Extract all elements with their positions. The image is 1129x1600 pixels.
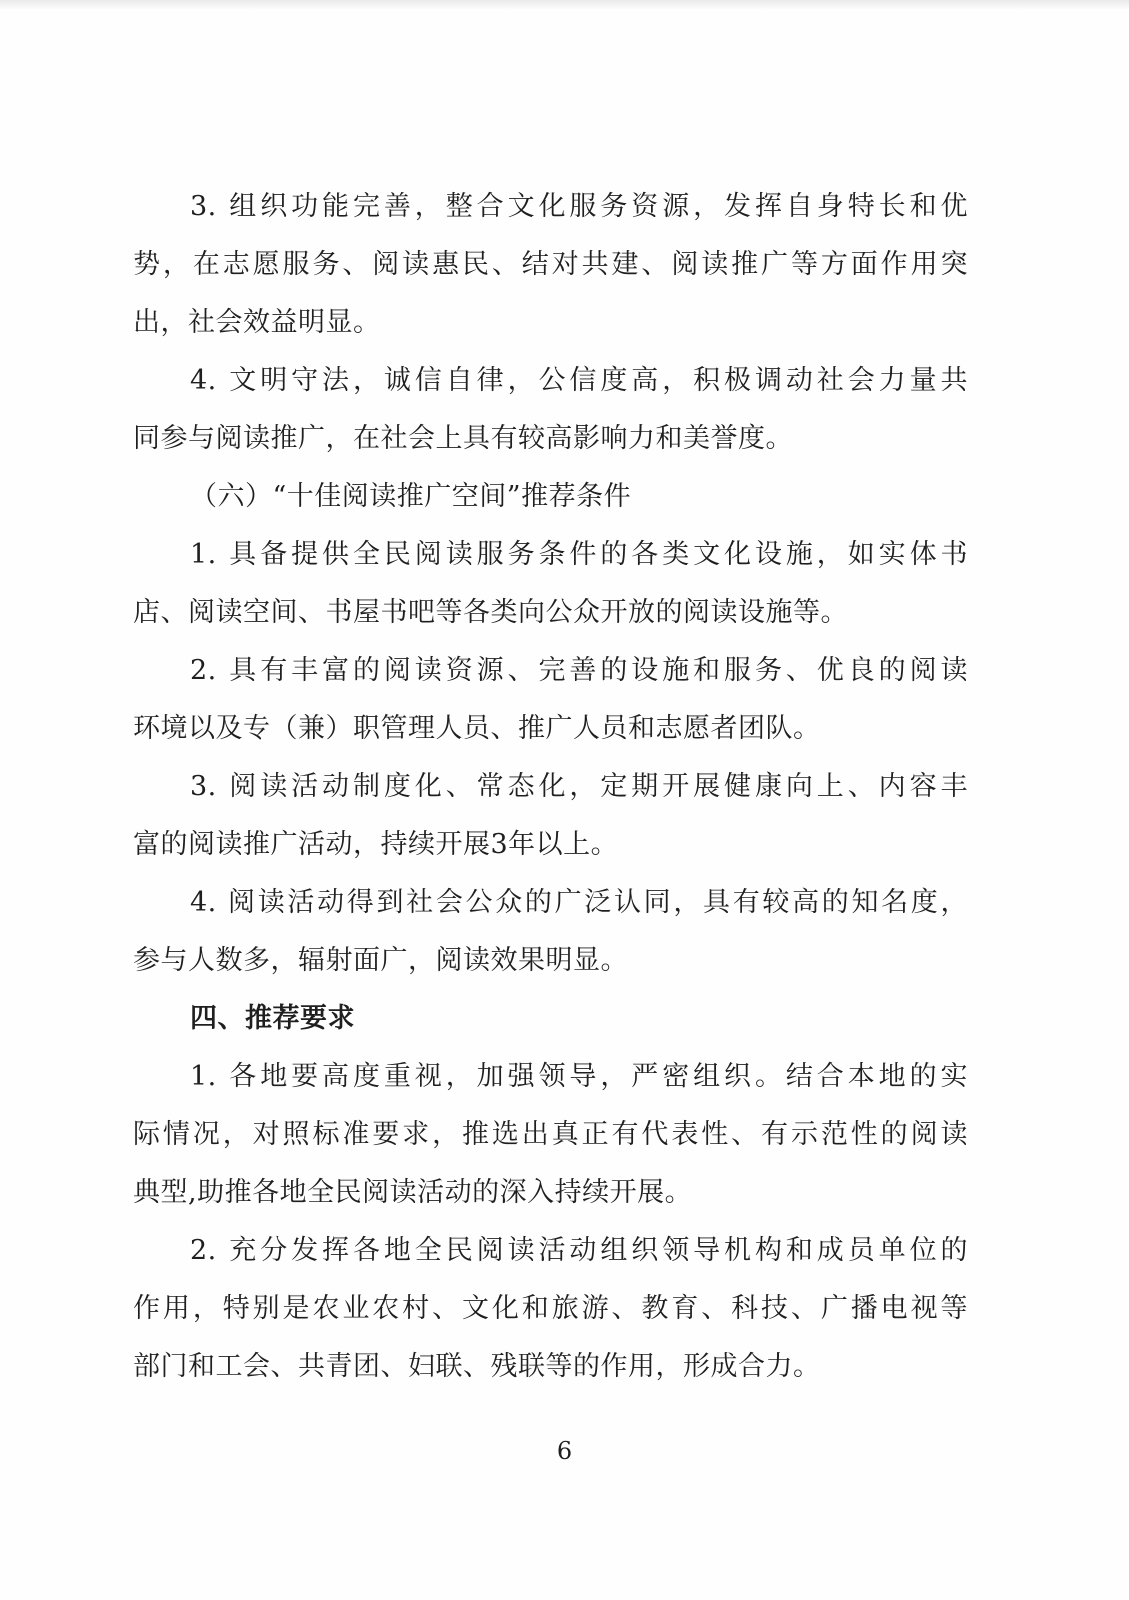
text-line-11: 3. 阅读活动制度化、常态化，定期开展健康向上、内容丰 [190,771,968,802]
text-line-20: 作用，特别是农业农村、文化和旅游、教育、科技、广播电视等 [133,1293,968,1324]
text-line-21: 部门和工会、共青团、妇联、残联等的作用，形成合力。 [133,1351,821,1382]
text-line-8: 店、阅读空间、书屋书吧等各类向公众开放的阅读设施等。 [133,597,848,628]
text-line-13: 4. 阅读活动得到社会公众的广泛认同，具有较高的知名度， [190,887,968,918]
text-line-19: 2. 充分发挥各地全民阅读活动组织领导机构和成员单位的 [190,1235,968,1266]
text-line-18: 典型,助推各地全民阅读活动的深入持续开展。 [133,1177,693,1208]
text-line-5: 同参与阅读推广，在社会上具有较高影响力和美誉度。 [133,423,793,454]
page-number: 6 [556,1437,573,1465]
text-line-9: 2. 具有丰富的阅读资源、完善的设施和服务、优良的阅读 [190,655,968,686]
text-line-14: 参与人数多，辐射面广，阅读效果明显。 [133,945,628,976]
text-line-3: 出，社会效益明显。 [133,307,381,338]
text-line-10: 环境以及专（兼）职管理人员、推广人员和志愿者团队。 [133,713,821,744]
text-line-2: 势，在志愿服务、阅读惠民、结对共建、阅读推广等方面作用突 [133,249,968,280]
text-line-4: 4. 文明守法，诚信自律，公信度高，积极调动社会力量共 [190,365,968,396]
text-line-1: 3. 组织功能完善，整合文化服务资源，发挥自身特长和优 [190,191,968,222]
section-heading-four: 四、推荐要求 [190,1003,355,1034]
scan-top-edge [0,0,1129,10]
text-line-16: 1. 各地要高度重视，加强领导，严密组织。结合本地的实 [190,1061,968,1092]
text-line-7: 1. 具备提供全民阅读服务条件的各类文化设施，如实体书 [190,539,968,570]
text-line-17: 际情况，对照标准要求，推选出真正有代表性、有示范性的阅读 [133,1119,968,1150]
subheading-six: （六）“十佳阅读推广空间”推荐条件 [190,481,632,512]
text-line-12: 富的阅读推广活动，持续开展3年以上。 [133,829,619,860]
